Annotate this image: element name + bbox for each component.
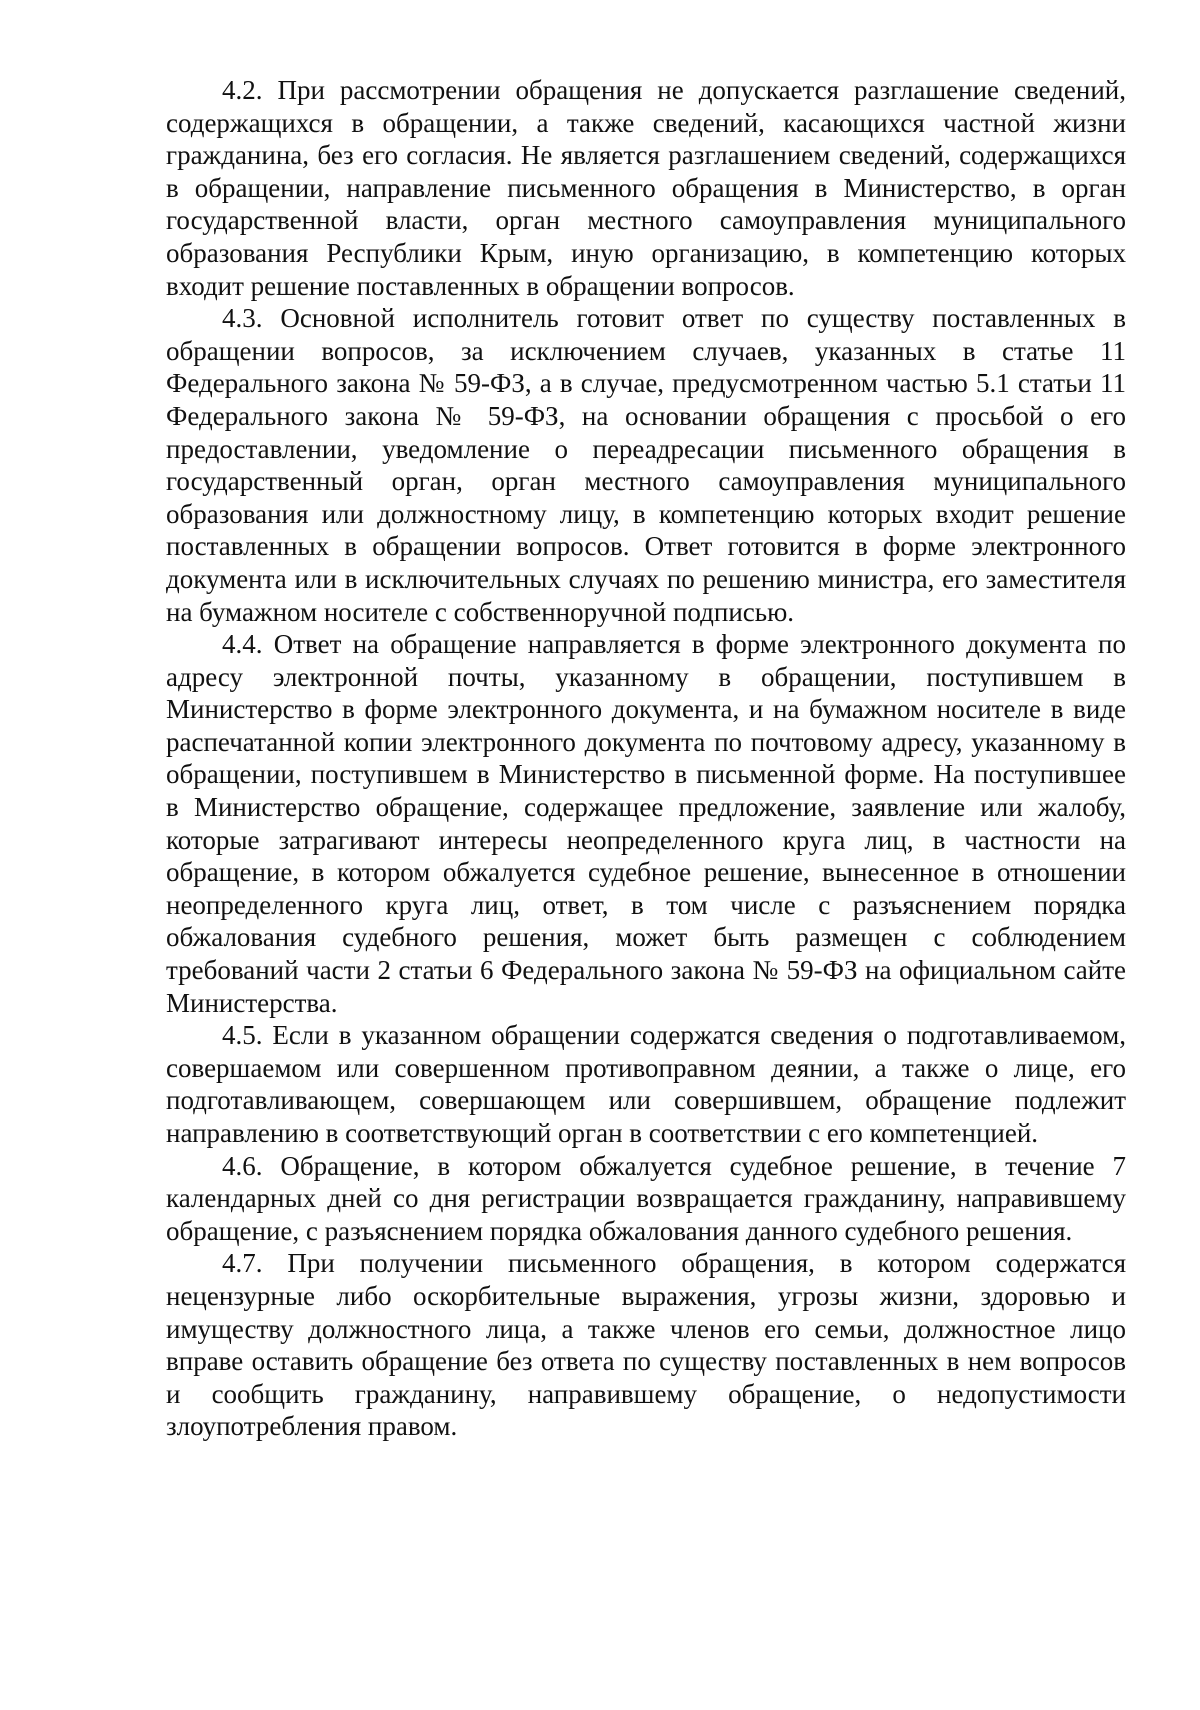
paragraph-4-7: 4.7. При получении письменного обращения, в котором содержатся нецензурные либо оскорбительные выражения, угрозы жизни, здоровью и имуществу должностного лица, а также членов его семьи, должностное лицо вправе оставить обращение без ответа по существу поставленных в нем вопросов и сообщить гражданину, направившему обращение, о недопустимости злоупотребления правом.: [166, 1248, 1126, 1442]
paragraph-4-4: 4.4. Ответ на обращение направляется в форме электронного документа по адресу электронной почты, указанному в обращении, поступившем в Министерство в форме электронного документа, и на бумажном носителе в виде распечатанной копии электронного документа по почтовому адресу, указанному в обращении, поступившем в Министерство в письменной форме. На поступившее в Министерство обращение, содержащее предложение, заявление или жалобу, которые затрагивают интересы неопределенного круга лиц, в частности на обращение, в котором обжалуется судебное решение, вынесенное в отношении неопределенного круга лиц, ответ, в том числе с разъяснением порядка обжалования судебного решения, может быть размещен с соблюдением требований части 2 статьи 6 Федерального закона № 59-ФЗ на официальном сайте Министерства.: [166, 629, 1126, 1018]
document-page: [166, 74, 1126, 1443]
paragraph-4-3: 4.3. Основной исполнитель готовит ответ по существу поставленных в обращении вопросов, за исключением случаев, указанных в статье 11 Федерального закона № 59-ФЗ, а в случае, предусмотренном частью 5.1 статьи 11 Федерального закона № 59-ФЗ, на основании обращения с просьбой о его предоставлении, уведомление о переадресации письменного обращения в государственный орган, орган местного самоуправления муниципального образования или должностному лицу, в компетенцию которых входит решение поставленных в обращении вопросов. Ответ готовится в форме электронного документа или в исключительных случаях по решению министра, его заместителя на бумажном носителе с собственноручной подписью.: [166, 303, 1126, 627]
paragraph-4-6: 4.6. Обращение, в котором обжалуется судебное решение, в течение 7 календарных дней со дня регистрации возвращается гражданину, направившему обращение, с разъяснением порядка обжалования данного судебного решения.: [166, 1150, 1126, 1246]
paragraph-4-2: 4.2. При рассмотрении обращения не допускается разглашение сведений, содержащихся в обращении, а также сведений, касающихся частной жизни гражданина, без его согласия. Не является разглашением сведений, содержащихся в обращении, направление письменного обращения в Министерство, в орган государственной власти, орган местного самоуправления муниципального образования Республики Крым, иную организацию, в компетенцию которых входит решение поставленных в обращении вопросов.: [166, 75, 1126, 301]
paragraph-4-5: 4.5. Если в указанном обращении содержатся сведения о подготавливаемом, совершаемом или совершенном противоправном деянии, а также о лице, его подготавливающем, совершающем или совершившем, обращение подлежит направлению в соответствующий орган в соответствии с его компетенцией.: [166, 1020, 1126, 1148]
